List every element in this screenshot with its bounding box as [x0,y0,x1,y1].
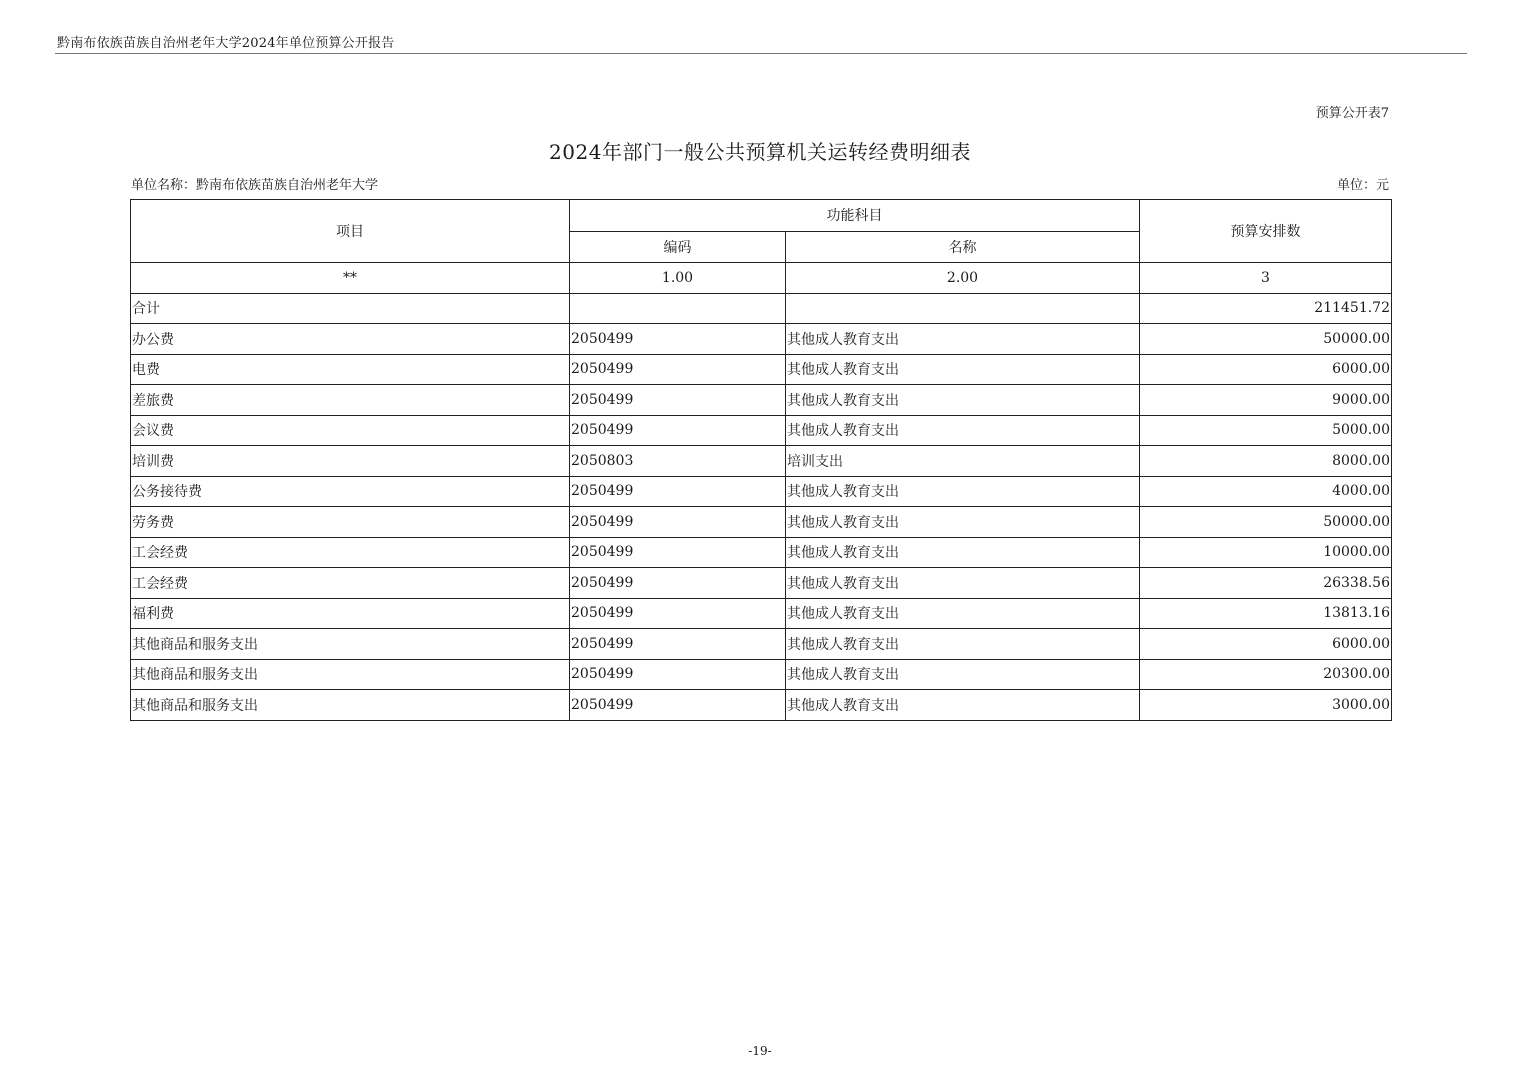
row-name: 其他成人教育支出 [786,537,1140,568]
row-code: 2050499 [570,354,786,385]
header-item: 项目 [131,200,570,263]
table-row [131,629,1392,660]
index-cell: ** [131,263,570,294]
row-item: 工会经费 [131,568,570,599]
row-amount: 9000.00 [1140,385,1392,416]
row-amount: 4000.00 [1140,476,1392,507]
row-amount: 3000.00 [1140,690,1392,721]
row-name: 培训支出 [786,446,1140,477]
header-row [131,200,1392,232]
unit-name: 单位名称：黔南布依族苗族自治州老年大学 [131,178,379,193]
row-item: 差旅费 [131,385,570,416]
table-number: 预算公开表7 [1315,106,1389,121]
row-name: 其他成人教育支出 [786,476,1140,507]
row-code: 2050499 [570,415,786,446]
row-code: 2050499 [570,476,786,507]
table-row [131,324,1392,355]
running-header: 黔南布依族苗族自治州老年大学2024年单位预算公开报告 [57,36,395,51]
row-item: 公务接待费 [131,476,570,507]
row-code: 2050499 [570,690,786,721]
row-code: 2050499 [570,537,786,568]
total-row [131,293,1392,324]
index-cell: 2.00 [786,263,1140,294]
header-budget: 预算安排数 [1140,200,1392,263]
page-title: 2024年部门一般公共预算机关运转经费明细表 [549,140,971,164]
row-name: 其他成人教育支出 [786,354,1140,385]
header-name: 名称 [786,231,1140,263]
row-code: 2050499 [570,659,786,690]
row-item: 福利费 [131,598,570,629]
row-name: 其他成人教育支出 [786,659,1140,690]
row-name: 其他成人教育支出 [786,690,1140,721]
table-row [131,598,1392,629]
total-label: 合计 [131,293,570,324]
index-cell: 3 [1140,263,1392,294]
row-name: 其他成人教育支出 [786,507,1140,538]
table-row [131,354,1392,385]
table-row [131,476,1392,507]
index-cell: 1.00 [570,263,786,294]
row-item: 其他商品和服务支出 [131,629,570,660]
row-name: 其他成人教育支出 [786,629,1140,660]
row-name: 其他成人教育支出 [786,324,1140,355]
header-code: 编码 [570,231,786,263]
row-item: 其他商品和服务支出 [131,659,570,690]
row-amount: 5000.00 [1140,415,1392,446]
table-row [131,690,1392,721]
row-item: 劳务费 [131,507,570,538]
table-row [131,446,1392,477]
header-function-subject: 功能科目 [570,200,1140,232]
row-name: 其他成人教育支出 [786,568,1140,599]
row-code: 2050499 [570,507,786,538]
total-code [570,293,786,324]
row-code: 2050499 [570,568,786,599]
row-amount: 10000.00 [1140,537,1392,568]
row-amount: 26338.56 [1140,568,1392,599]
total-name [786,293,1140,324]
row-code: 2050803 [570,446,786,477]
row-item: 工会经费 [131,537,570,568]
table-row [131,537,1392,568]
table-row [131,415,1392,446]
total-amount: 211451.72 [1140,293,1392,324]
row-amount: 6000.00 [1140,629,1392,660]
page-number: -19- [748,1044,772,1058]
row-code: 2050499 [570,324,786,355]
row-item: 培训费 [131,446,570,477]
unit-measure: 单位：元 [1336,178,1389,193]
budget-table [130,199,1392,721]
row-item: 其他商品和服务支出 [131,690,570,721]
row-amount: 20300.00 [1140,659,1392,690]
row-name: 其他成人教育支出 [786,415,1140,446]
row-code: 2050499 [570,385,786,416]
table-row [131,385,1392,416]
row-code: 2050499 [570,598,786,629]
table-row [131,507,1392,538]
row-amount: 50000.00 [1140,324,1392,355]
row-amount: 13813.16 [1140,598,1392,629]
row-item: 会议费 [131,415,570,446]
row-code: 2050499 [570,629,786,660]
row-item: 办公费 [131,324,570,355]
index-row [131,263,1392,294]
row-name: 其他成人教育支出 [786,385,1140,416]
row-amount: 6000.00 [1140,354,1392,385]
row-name: 其他成人教育支出 [786,598,1140,629]
row-item: 电费 [131,354,570,385]
table-row [131,568,1392,599]
table-row [131,659,1392,690]
row-amount: 50000.00 [1140,507,1392,538]
header-divider [55,53,1467,54]
row-amount: 8000.00 [1140,446,1392,477]
